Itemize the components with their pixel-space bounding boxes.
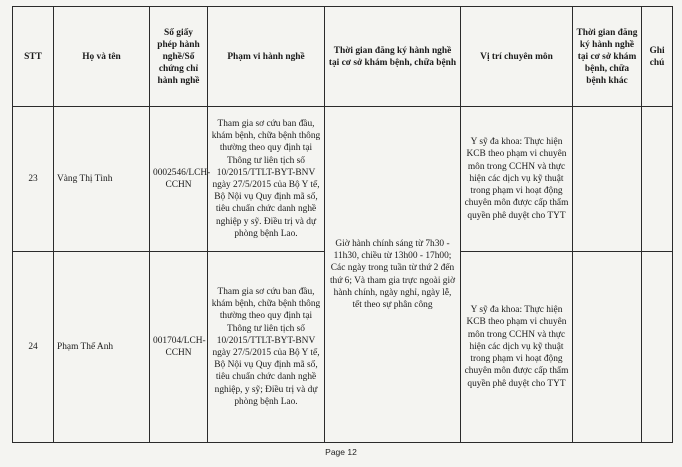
staff-registration-table: [12, 6, 673, 443]
header-position: Vị trí chuyên môn: [461, 7, 573, 107]
page-number: Page 12: [325, 447, 357, 457]
cell-other-time: [573, 107, 642, 252]
header-time: Thời gian đăng ký hành nghề tại cơ sở khám bệnh, chữa bệnh: [325, 7, 461, 107]
cell-shared-time: Giờ hành chính sáng từ 7h30 - 11h30, chiều từ 13h00 - 17h00; Các ngày trong tuần từ thứ 2 đến thứ 6; Và tham gia trực ngoài giờ hành chính, ngày nghỉ, ngày lễ, tết theo sự phân công: [325, 107, 461, 443]
header-name: Họ và tên: [54, 7, 150, 107]
header-scope: Phạm vi hành nghề: [208, 7, 325, 107]
cell-name: Phạm Thế Anh: [54, 252, 150, 443]
cell-license: 001704/LCH-CCHN: [150, 252, 208, 443]
cell-scope: Tham gia sơ cứu ban đầu, khám bệnh, chữa bệnh thông thường theo quy định tại Thông tư liên tịch số 10/2015/TTLT-BYT-BNV ngày 27/5/2015 của Bộ Y tế, Bộ Nội vụ Quy định mã số, tiêu chuẩn chức danh nghề nghiệp, y sỹ; Điều trị và dự phòng bệnh Lao.: [208, 252, 325, 443]
header-other-time: Thời gian đăng ký hành nghề tại cơ sở khám bệnh, chữa bệnh khác: [573, 7, 642, 107]
cell-position: Y sỹ đa khoa: Thực hiện KCB theo phạm vi chuyên môn trong CCHN và thực hiện các dịch vụ kỹ thuật trong phạm vi hoạt động chuyên môn được cấp thẩm quyền phê duyệt cho TYT: [461, 107, 573, 252]
cell-note: [642, 252, 673, 443]
cell-note: [642, 107, 673, 252]
cell-position: Y sỹ đa khoa: Thực hiện KCB theo phạm vi chuyên môn trong CCHN và thực hiện các dịch vụ kỹ thuật trong phạm vi hoạt động chuyên môn được cấp thẩm quyền phê duyệt cho TYT: [461, 252, 573, 443]
table-row: [13, 107, 673, 252]
cell-other-time: [573, 252, 642, 443]
header-license: Số giấy phép hành nghề/Số chứng chỉ hành nghề: [150, 7, 208, 107]
cell-stt: 24: [13, 252, 54, 443]
cell-scope: Tham gia sơ cứu ban đầu, khám bệnh, chữa bệnh thông thường theo quy định tại Thông tư liên tịch số 10/2015/TTLT-BYT-BNV ngày 27/5/2015 của Bộ Y tế, Bộ Nội vụ Quy định mã số, tiêu chuẩn chức danh nghề nghiệp y sỹ. Điều trị và dự phòng bệnh Lao.: [208, 107, 325, 252]
header-note: Ghi chú: [642, 7, 673, 107]
header-stt: STT: [13, 7, 54, 107]
table-header-row: [13, 7, 673, 107]
cell-license: 0002546/LCH-CCHN: [150, 107, 208, 252]
cell-stt: 23: [13, 107, 54, 252]
cell-name: Vàng Thị Tình: [54, 107, 150, 252]
